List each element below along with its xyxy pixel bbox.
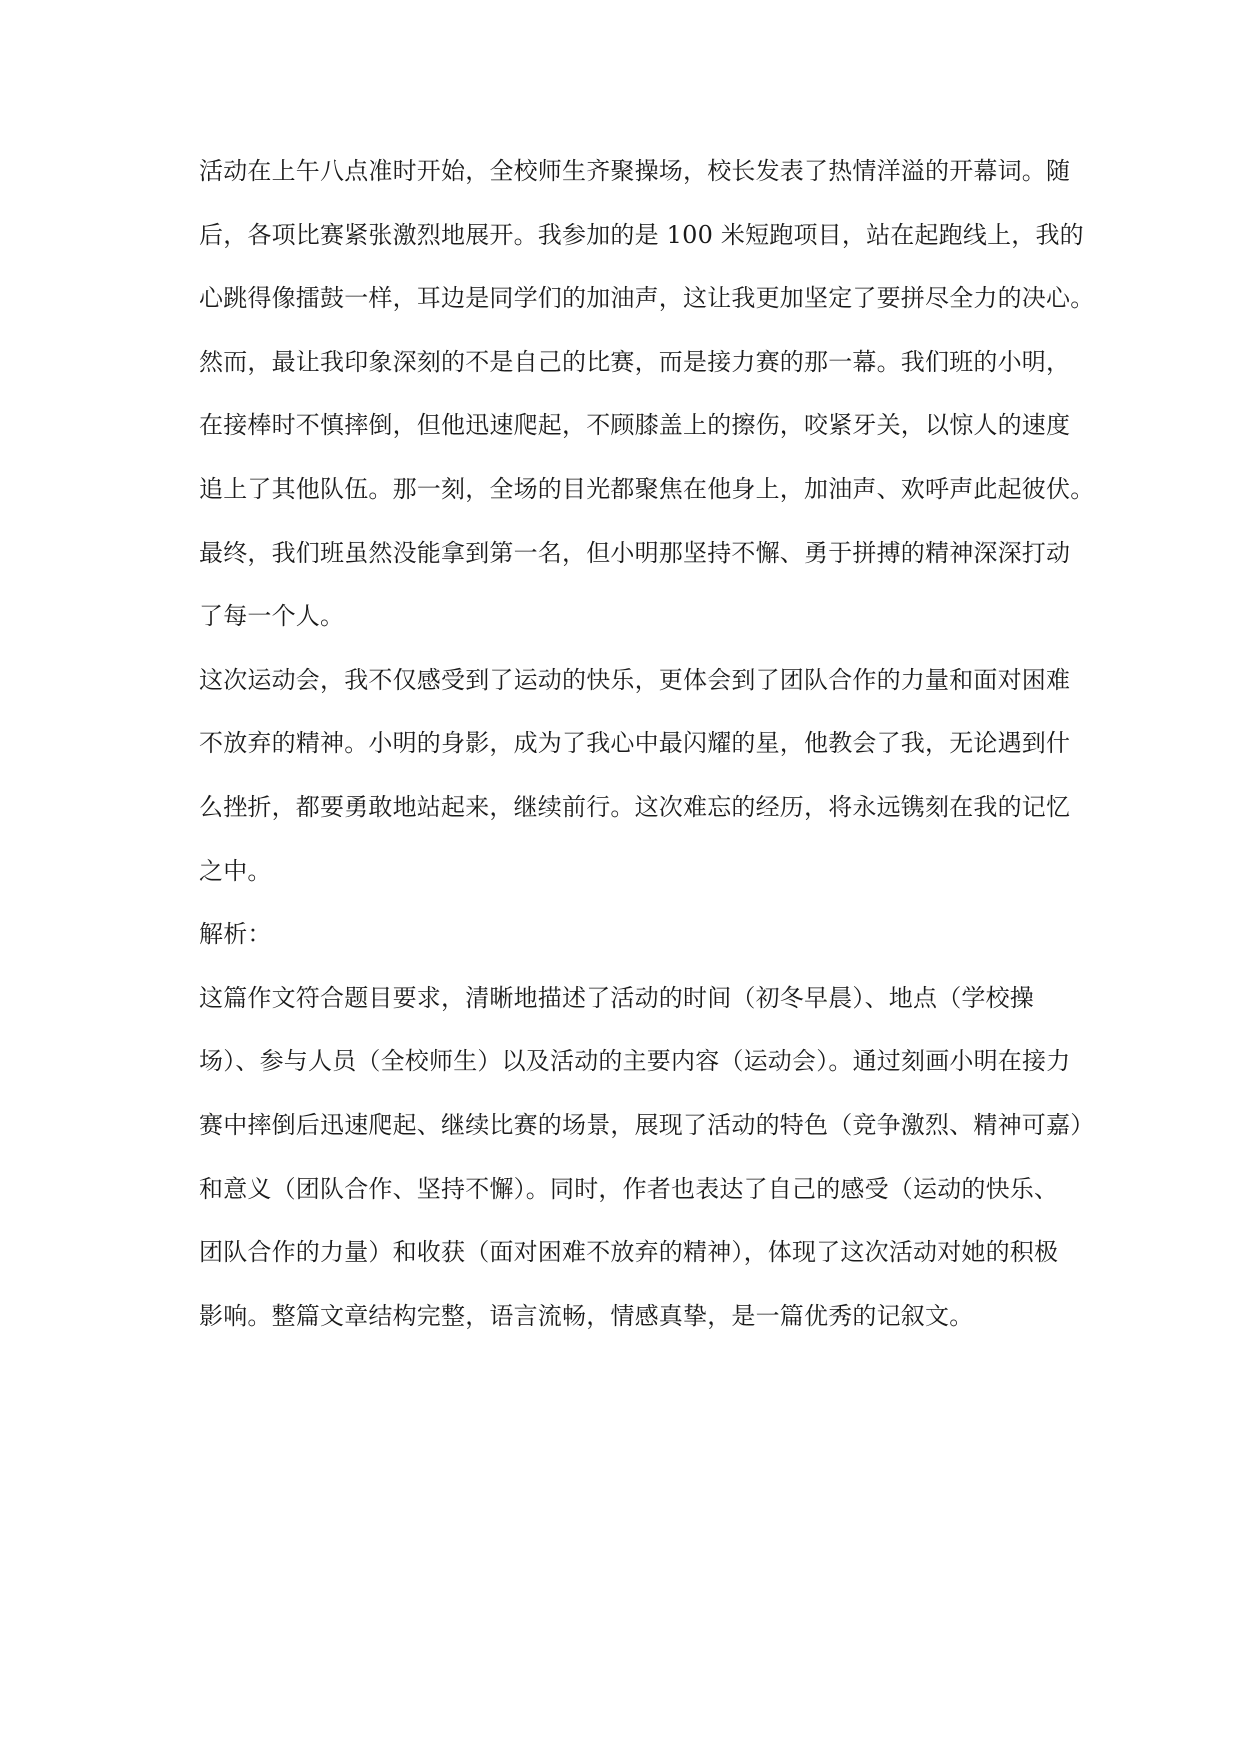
essay-line: 这次运动会，我不仅感受到了运动的快乐，更体会到了团队合作的力量和面对困难 (199, 665, 1071, 694)
essay-line: 之中。 (199, 856, 272, 885)
document-body (199, 140, 1099, 1348)
analysis-line: 赛中摔倒后迅速爬起、继续比赛的场景，展现了活动的特色（竞争激烈、精神可嘉） (199, 1110, 1095, 1139)
essay-line: 最终，我们班虽然没能拿到第一名，但小明那坚持不懈、勇于拼搏的精神深深打动 (199, 538, 1071, 567)
analysis-line: 团队合作的力量）和收获（面对困难不放弃的精神），体现了这次活动对她的积极 (199, 1238, 1059, 1267)
essay-line: 么挫折，都要勇敢地站起来，继续前行。这次难忘的经历，将永远镌刻在我的记忆 (199, 792, 1071, 821)
analysis-line: 场）、参与人员（全校师生）以及活动的主要内容（运动会）。通过刻画小明在接力 (199, 1047, 1071, 1076)
essay-line: 了每一个人。 (199, 602, 345, 631)
essay-line: 追上了其他队伍。那一刻，全场的目光都聚焦在他身上，加油声、欢呼声此起彼伏。 (199, 474, 1095, 503)
essay-line: 然而，最让我印象深刻的不是自己的比赛，而是接力赛的那一幕。我们班的小明， (199, 347, 1071, 376)
essay-line: 后，各项比赛紧张激烈地展开。我参加的是 100 米短跑项目，站在起跑线上，我的 (199, 220, 1084, 249)
essay-line: 活动在上午八点准时开始，全校师生齐聚操场，校长发表了热情洋溢的开幕词。随 (199, 157, 1071, 185)
essay-line: 心跳得像擂鼓一样，耳边是同学们的加油声，这让我更加坚定了要拼尽全力的决心。 (199, 284, 1095, 313)
analysis-line: 和意义（团队合作、坚持不懈）。同时，作者也表达了自己的感受（运动的快乐、 (199, 1174, 1059, 1203)
analysis-heading: 解析： (199, 920, 272, 949)
essay-line: 不放弃的精神。小明的身影，成为了我心中最闪耀的星，他教会了我，无论遇到什 (199, 729, 1071, 758)
analysis-line: 这篇作文符合题目要求，清晰地描述了活动的时间（初冬早晨）、地点（学校操 (199, 983, 1034, 1012)
essay-line: 在接棒时不慎摔倒，但他迅速爬起，不顾膝盖上的擦伤，咬紧牙关，以惊人的速度 (199, 411, 1071, 440)
analysis-line: 影响。整篇文章结构完整，语言流畅，情感真挚，是一篇优秀的记叙文。 (199, 1301, 974, 1330)
